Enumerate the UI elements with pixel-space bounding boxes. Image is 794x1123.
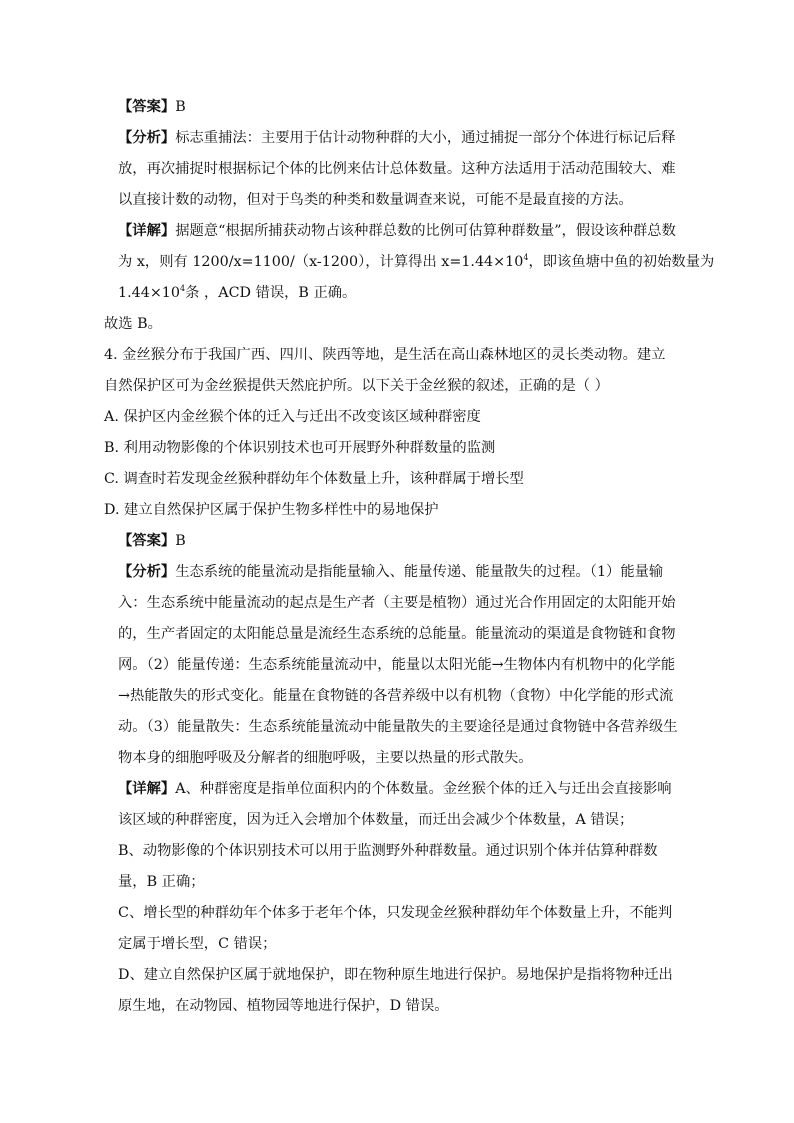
q4-option-b: B. 利用动物影像的个体识别技术也可开展野外种群数量的监测 <box>104 440 496 456</box>
q4-option-c: C. 调查时若发现金丝猴种群幼年个体数量上升，该种群属于增长型 <box>104 471 524 487</box>
analysis-tag: 【分析】 <box>118 130 176 146</box>
q3-detail-line <box>118 216 678 247</box>
q4-analysis-line: 的，生产者固定的太阳能总量是流经生态系统的总能量。能量流动的渠道是食物链和食物 <box>118 626 676 642</box>
document-page <box>104 92 715 1022</box>
detail-text: 条 ，ACD 错误，B 正确。 <box>185 285 357 301</box>
q4-detail-line: 该区域的种群密度，因为迁入会增加个体数量，而迁出会减少个体数量，A 错误； <box>118 812 634 828</box>
q3-detail-line <box>118 278 678 309</box>
q4-detail-line: B、动物影像的个体识别技术可以用于监测野外种群数量。通过识别个体并估算种群数 <box>118 843 658 859</box>
q4-analysis-line: 动。（3）能量散失：生态系统能量流动中能量散失的主要途径是通过食物链中各营养级生 <box>118 719 678 735</box>
detail-text: 1.44×10 <box>118 285 181 301</box>
answer-tag: 【答案】 <box>118 533 176 549</box>
detail-tag: 【详解】 <box>118 781 176 797</box>
q4-analysis-line: 网。（2）能量传递：生态系统能量流动中，能量以太阳光能→生物体内有机物中的化学能 <box>118 657 676 673</box>
analysis-tag: 【分析】 <box>118 564 176 580</box>
q3-analysis-line: 放，再次捕捉时根据标记个体的比例来估计总体数量。这种方法适用于活动范围较大、难 <box>118 161 676 177</box>
q4-analysis-line: 入：生态系统中能量流动的起点是生产者（主要是植物）通过光合作用固定的太阳能开始 <box>118 595 676 611</box>
detail-tag: 【详解】 <box>118 223 176 239</box>
q4-analysis-line: 物本身的细胞呼吸及分解者的细胞呼吸，主要以热量的形式散失。 <box>118 750 533 766</box>
q3-detail-line <box>118 247 715 278</box>
analysis-text: 标志重捕法：主要用于估计动物种群的大小，通过捕捉一部分个体进行标记后释 <box>175 130 676 146</box>
answer-value: B <box>175 99 186 115</box>
q4-detail-line: 原生地，在动物园、植物园等地进行保护，D 错误。 <box>118 998 449 1014</box>
q3-answer-line <box>118 92 678 123</box>
q4-detail-line: 定属于增长型，C 错误； <box>118 936 277 952</box>
q4-stem-line: 4. 金丝猴分布于我国广西、四川、陕西等地，是生活在高山森林地区的灵长类动物。建立 <box>104 347 666 363</box>
q3-analysis-line <box>118 123 678 154</box>
detail-text: ，即该鱼塘中鱼的初始数量为 <box>528 254 715 270</box>
answer-value: B <box>175 533 186 549</box>
q4-option-a: A. 保护区内金丝猴个体的迁入与迁出不改变该区域种群密度 <box>104 409 481 425</box>
q3-conclusion: 故选 B。 <box>104 316 162 332</box>
q4-detail-line <box>118 774 678 805</box>
answer-tag: 【答案】 <box>118 99 176 115</box>
q4-stem-line: 自然保护区可为金丝猴提供天然庇护所。以下关于金丝猴的叙述，正确的是（ ） <box>104 378 609 394</box>
q3-analysis-line: 以直接计数的动物，但对于鸟类的种类和数量调查来说，可能不是最直接的方法。 <box>118 192 633 208</box>
q4-answer-line <box>118 526 678 557</box>
analysis-text: 生态系统的能量流动是指能量输入、能量传递、能量散失的过程。（1）能量输 <box>175 564 664 580</box>
exponent: 4 <box>523 253 529 263</box>
q4-analysis-line: →热能散失的形式变化。能量在食物链的各营养级中以有机物（食物）中化学能的形式流 <box>118 688 674 704</box>
exponent: 4 <box>180 284 186 294</box>
detail-text: 据题意“根据所捕获动物占该种群总数的比例可估算种群数量”，假设该种群总数 <box>175 223 676 239</box>
detail-text: A、种群密度是指单位面积内的个体数量。金丝猴个体的迁入与迁出会直接影响 <box>175 781 672 797</box>
q4-detail-line: C、增长型的种群幼年个体多于老年个体，只发现金丝猴种群幼年个体数量上升，不能判 <box>118 905 673 921</box>
q4-detail-line: 量，B 正确； <box>118 874 205 890</box>
q4-detail-line: D、建立自然保护区属于就地保护，即在物种原生地进行保护。易地保护是指将物种迁出 <box>118 967 673 983</box>
q4-analysis-line <box>118 557 678 588</box>
detail-text: 为 x，则有 1200/x=1100/（x-1200），计算得出 x=1.44×10 <box>118 254 524 270</box>
q4-option-d: D. 建立自然保护区属于保护生物多样性中的易地保护 <box>104 502 439 518</box>
